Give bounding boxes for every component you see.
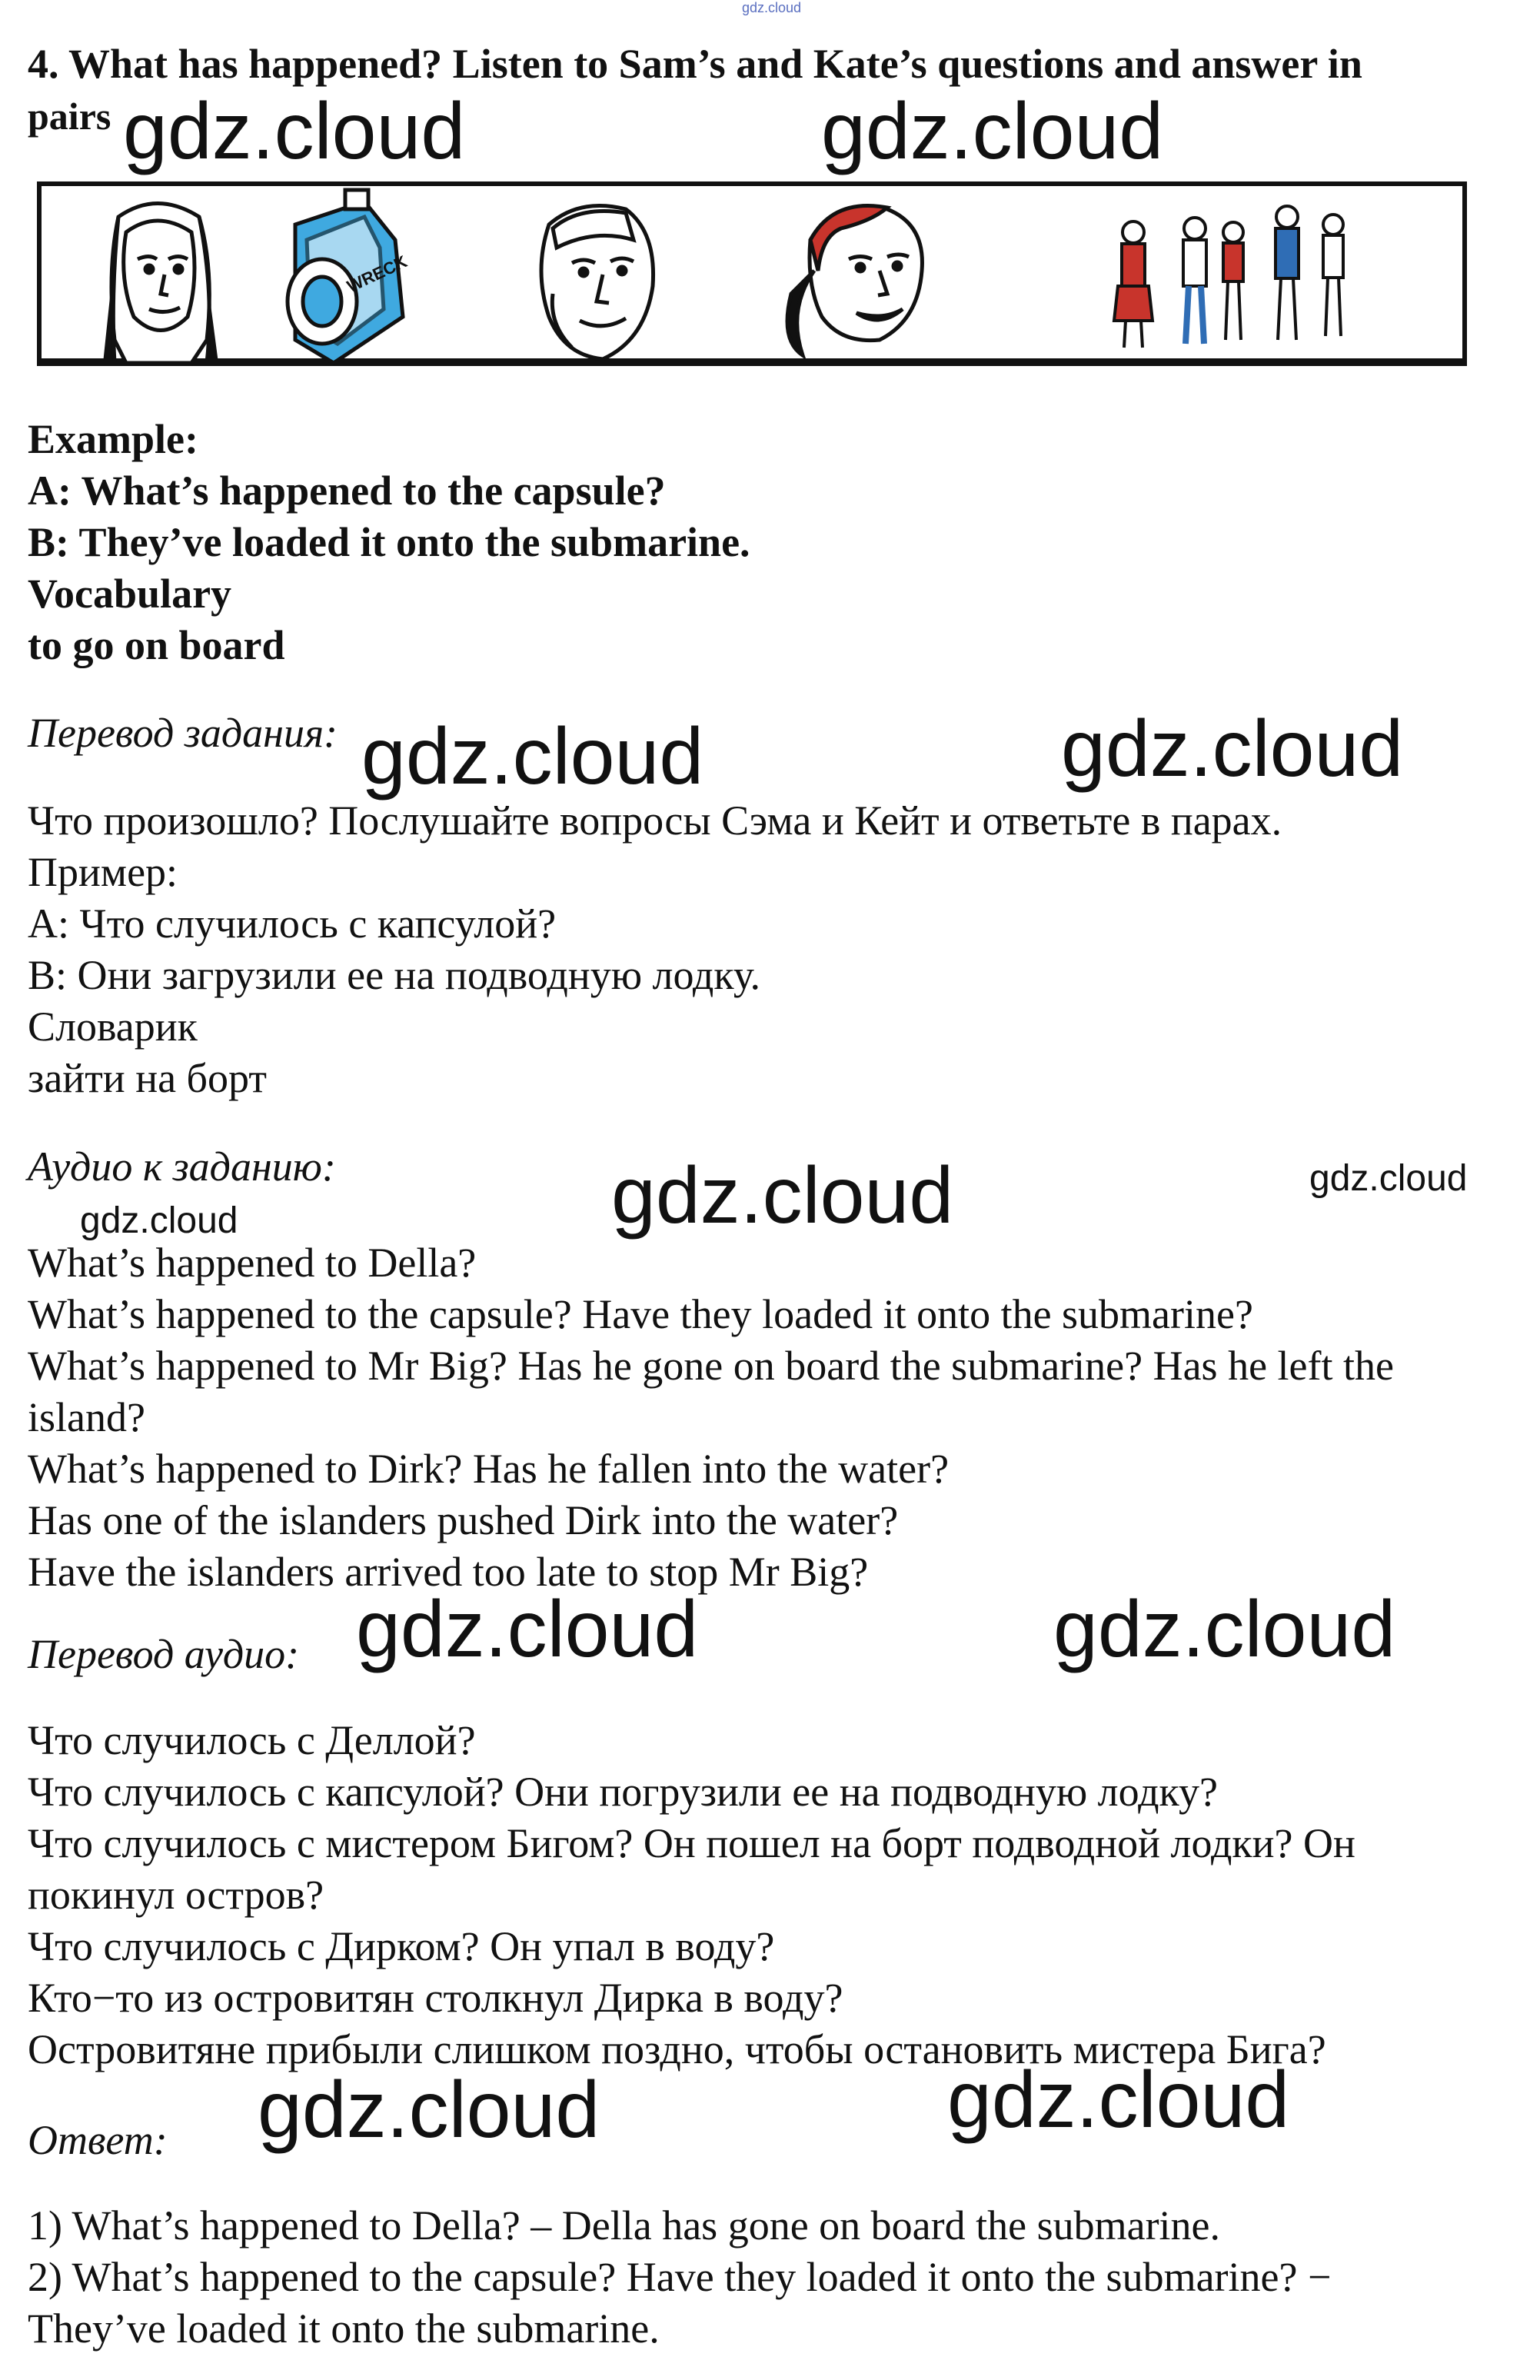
watermark: gdz.cloud (947, 2055, 1290, 2145)
translation-line: зайти на борт (28, 1055, 267, 1101)
watermark: gdz.cloud (258, 2065, 600, 2155)
translation-line: Словарик (28, 1004, 198, 1050)
audio-line: What’s happened to Dirk? Has he fallen into the water? (28, 1446, 950, 1492)
audio-line: What’s happened to Mr Big? Has he gone on board the submarine? Has he left the (28, 1343, 1394, 1389)
watermark: gdz.cloud (123, 87, 466, 176)
capsule-drawing (288, 190, 410, 363)
vocabulary-item: to go on board (28, 622, 285, 668)
task-title: 4. What has happened? Listen to Sam’s and Kate’s questions and answer in (28, 41, 1362, 87)
top-watermark: gdz.cloud (742, 0, 802, 15)
translation-line: В: Они загрузили ее на подводную лодку. (28, 952, 760, 998)
watermark: gdz.cloud (611, 1151, 954, 1240)
audio-translation-line: Что случилось с мистером Бигом? Он пошел на борт подводной лодки? Он (28, 1820, 1355, 1866)
illustration-strip (37, 181, 1467, 366)
capsule-label: WRECK (344, 251, 411, 296)
translation-line: Пример: (28, 849, 178, 895)
audio-label: Аудио к заданию: (28, 1143, 336, 1190)
translation-line: Что произошло? Послушайте вопросы Сэма и Кейт и ответьте в парах. (28, 797, 1282, 844)
audio-line: Has one of the islanders pushed Dirk into the water? (28, 1497, 899, 1543)
audio-translation-line: Что случилось с Деллой? (28, 1717, 476, 1763)
dirk-portrait (787, 206, 922, 355)
answer-line: 2) What’s happened to the capsule? Have they loaded it onto the submarine? − (28, 2254, 1332, 2300)
watermark: gdz.cloud (821, 87, 1164, 176)
task-title-cont: pairs (28, 95, 111, 138)
translation-label: Перевод задания: (28, 710, 338, 756)
audio-translation-line: Островитяне прибыли слишком поздно, чтобы остановить мистера Бига? (28, 2026, 1326, 2072)
audio-translation-line: Кто−то из островитян столкнул Дирка в воду? (28, 1975, 843, 2021)
della-portrait (103, 204, 218, 364)
watermark: gdz.cloud (80, 1200, 238, 1241)
audio-line: What’s happened to the capsule? Have they loaded it onto the submarine? (28, 1291, 1253, 1337)
example-label: Example: (28, 416, 198, 462)
watermark: gdz.cloud (356, 1585, 699, 1674)
translation-line: А: Что случилось с капсулой? (28, 900, 557, 947)
mr-big-portrait (541, 206, 654, 360)
islanders-group (1114, 206, 1343, 348)
watermark: gdz.cloud (361, 712, 704, 801)
audio-translation-line: Что случилось с капсулой? Они погрузили ее на подводную лодку? (28, 1769, 1218, 1815)
answer-label: Ответ: (28, 2117, 168, 2163)
audio-translation-line: покинул остров? (28, 1872, 324, 1918)
watermark: gdz.cloud (1061, 704, 1404, 794)
answer-line: 1) What’s happened to Della? – Della has gone on board the submarine. (28, 2202, 1221, 2249)
example-a: A: What’s happened to the capsule? (28, 468, 666, 514)
audio-line: island? (28, 1394, 145, 1440)
answer-line: They’ve loaded it onto the submarine. (28, 2305, 660, 2352)
audio-translation-line: Что случилось с Дирком? Он упал в воду? (28, 1923, 775, 1969)
audio-line: What’s happened to Della? (28, 1240, 477, 1286)
watermark: gdz.cloud (1053, 1585, 1396, 1674)
audio-line: Have the islanders arrived too late to stop Mr Big? (28, 1549, 869, 1595)
example-b: B: They’ve loaded it onto the submarine. (28, 519, 750, 565)
vocabulary-label: Vocabulary (28, 571, 232, 617)
audio-translation-label: Перевод аудио: (28, 1631, 300, 1677)
watermark: gdz.cloud (1309, 1158, 1468, 1199)
